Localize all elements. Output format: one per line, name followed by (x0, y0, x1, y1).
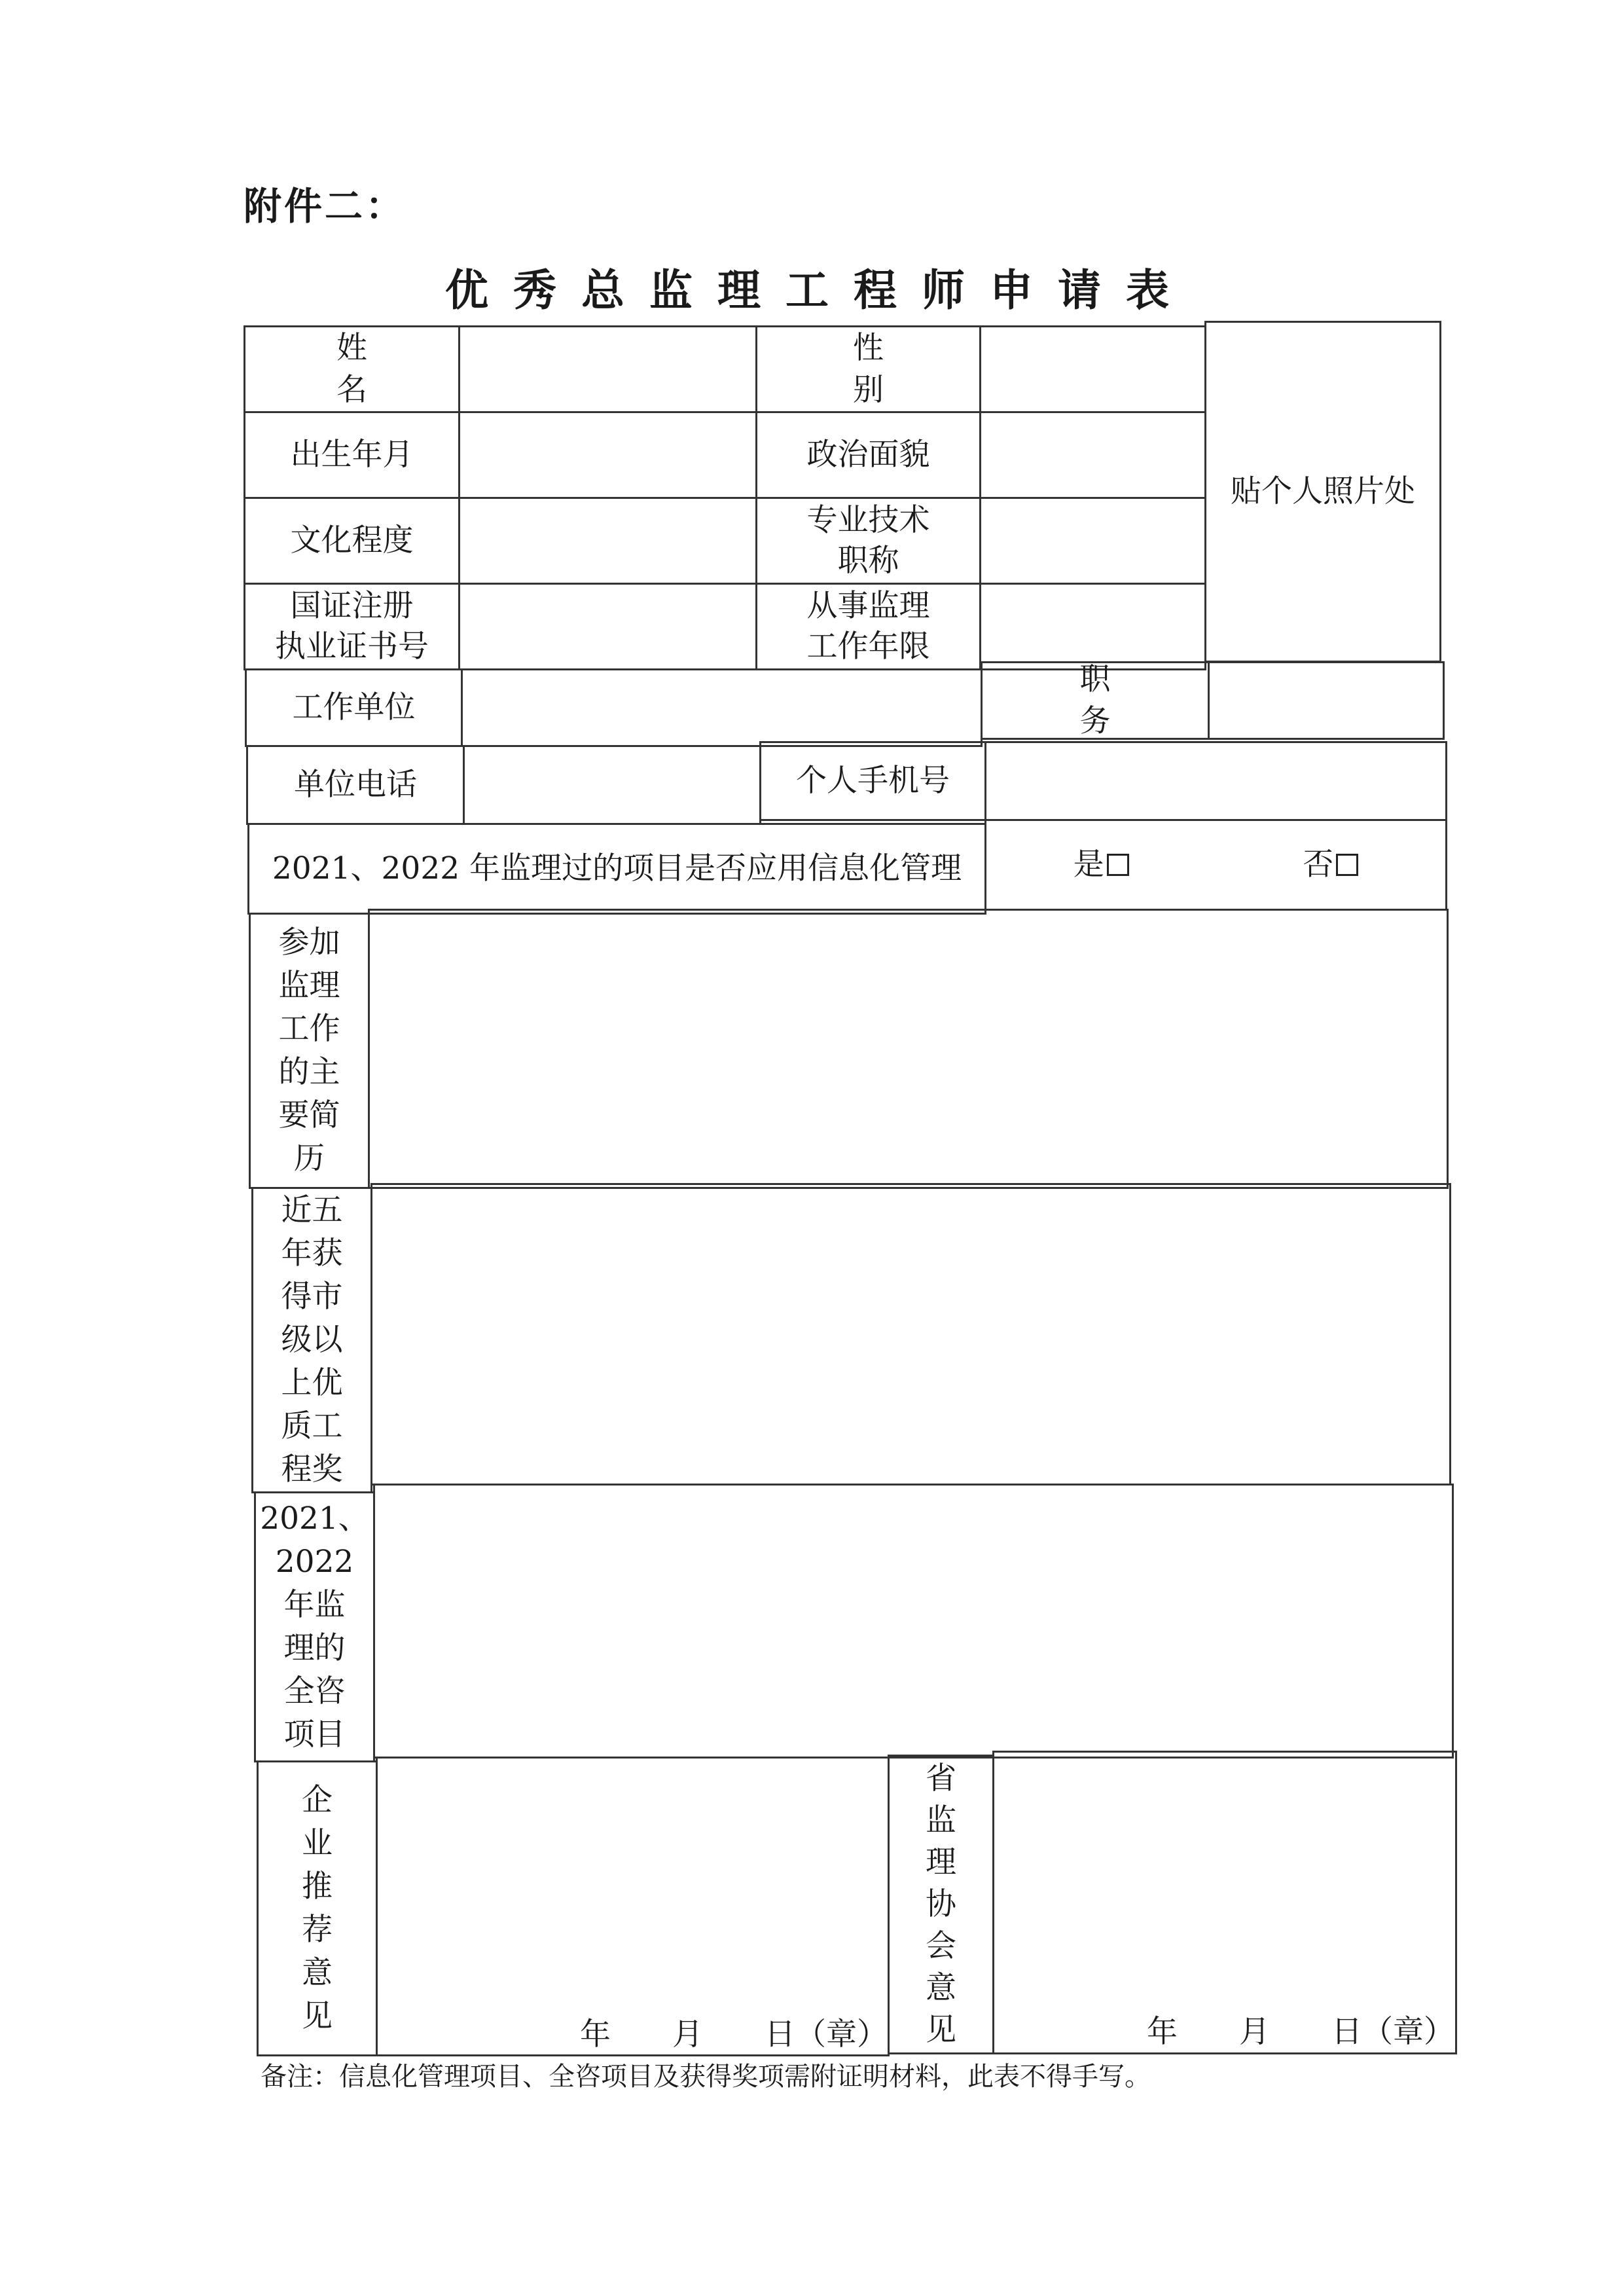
projects-label-line: 全咨 (283, 1673, 346, 1709)
name-label-cell (244, 325, 460, 413)
birth-label: 出生年月 (290, 437, 414, 473)
enterprise-label-line: 推 (302, 1868, 333, 1904)
projects-label-line: 项目 (283, 1717, 346, 1753)
info-question-cell (247, 823, 986, 915)
association-date-stamp: 年 月 日（章） (1147, 2014, 1454, 2050)
education-label-cell (244, 497, 460, 585)
association-label-line: 见 (926, 2012, 956, 2048)
political-field[interactable] (979, 411, 1206, 499)
awards-label-line: 级以 (281, 1322, 343, 1358)
association-label-line: 省 (926, 1760, 956, 1796)
no-label: 否 (1303, 847, 1334, 883)
projects-label-line: 年监 (283, 1587, 346, 1623)
position-label-cell (981, 661, 1210, 740)
attachment-label: 附件二： (244, 184, 406, 228)
footnote: 备注：信息化管理项目、全咨项目及获得奖项需附证明材料，此表不得手写。 (261, 2062, 1151, 2092)
enterprise-label-line: 荐 (302, 1912, 333, 1948)
enterprise-label-line: 见 (302, 1998, 333, 2034)
enterprise-label-line: 企 (302, 1782, 333, 1818)
resume-label-line: 工作 (278, 1011, 340, 1047)
photo-area[interactable] (1204, 321, 1441, 663)
birth-field[interactable] (458, 411, 757, 499)
projects-label-line: 2022 (275, 1544, 354, 1580)
yes-checkbox[interactable] (1074, 844, 1129, 886)
unit-phone-label: 单位电话 (294, 767, 417, 803)
association-label-line: 协 (926, 1886, 956, 1922)
years-label-cell (755, 583, 981, 670)
employer-label: 工作单位 (292, 689, 416, 726)
gender-label: 性别 (853, 330, 962, 408)
resume-label-line: 监理 (278, 968, 340, 1004)
birth-label-cell (244, 411, 460, 499)
education-field[interactable] (458, 497, 757, 585)
cert-label-cell (244, 583, 460, 670)
awards-label-line: 上优 (281, 1365, 343, 1401)
photo-label: 贴个人照片处 (1231, 473, 1415, 510)
awards-label-line: 年获 (281, 1235, 343, 1271)
awards-label-line: 质工 (281, 1408, 343, 1444)
name-label: 姓名 (336, 330, 446, 408)
awards-field[interactable] (370, 1183, 1451, 1485)
resume-label-line: 要简 (278, 1097, 340, 1133)
cert-label-line2: 执业证书号 (275, 629, 429, 665)
awards-label-line: 得市 (281, 1279, 343, 1315)
cert-label-line1: 国证注册 (290, 588, 414, 624)
association-label-line: 意 (926, 1970, 956, 2006)
tech-title-label-cell (755, 497, 981, 585)
unit-phone-field[interactable] (463, 745, 761, 825)
form-title: 优秀总监理工程师申请表 (445, 264, 1194, 316)
enterprise-label-line: 业 (302, 1825, 333, 1861)
association-label-line: 监 (926, 1802, 956, 1838)
projects-field[interactable] (373, 1484, 1454, 1758)
tech-title-label-line2: 职称 (837, 543, 899, 579)
political-label: 政治面貌 (806, 437, 930, 473)
info-question-label: 2021、2022 年监理过的项目是否应用信息化管理 (272, 850, 962, 887)
association-label-line: 会 (926, 1928, 956, 1964)
gender-field[interactable] (979, 325, 1206, 413)
resume-label-cell (249, 913, 370, 1189)
education-label: 文化程度 (290, 522, 414, 559)
gender-label-cell (755, 325, 981, 413)
tech-title-field[interactable] (979, 497, 1206, 585)
employer-label-cell (245, 668, 463, 747)
resume-field[interactable] (368, 909, 1449, 1189)
enterprise-label-line: 意 (302, 1955, 333, 1991)
mobile-label: 个人手机号 (796, 763, 950, 799)
yes-box-icon[interactable] (1107, 854, 1129, 876)
yes-label: 是 (1073, 847, 1104, 883)
awards-label-line: 近五 (281, 1192, 343, 1228)
tech-title-label-line1: 专业技术 (806, 502, 930, 538)
name-field[interactable] (458, 325, 757, 413)
projects-label-cell (254, 1491, 375, 1762)
awards-label-line: 程奖 (281, 1451, 343, 1487)
awards-label-cell (251, 1187, 372, 1493)
no-checkbox[interactable] (1303, 844, 1358, 886)
mobile-label-cell (759, 741, 986, 821)
mobile-field[interactable] (984, 741, 1447, 821)
info-answer-cell (984, 819, 1447, 911)
enterprise-label-cell (257, 1760, 378, 2056)
years-label-line2: 工作年限 (806, 629, 930, 665)
years-field[interactable] (979, 583, 1206, 670)
resume-label-line: 参加 (278, 924, 340, 960)
position-field[interactable] (1208, 661, 1445, 740)
employer-field[interactable] (461, 668, 983, 747)
enterprise-date-stamp: 年 月 日（章） (580, 2016, 888, 2052)
association-label-cell (888, 1755, 994, 2054)
association-label-line: 理 (926, 1844, 956, 1880)
projects-label-line: 理的 (283, 1630, 346, 1666)
position-label: 职务 (1079, 661, 1202, 739)
resume-label-line: 的主 (278, 1054, 340, 1090)
cert-field[interactable] (458, 583, 757, 670)
projects-label-line: 2021、 (260, 1501, 369, 1537)
political-label-cell (755, 411, 981, 499)
no-box-icon[interactable] (1336, 854, 1358, 876)
resume-label-line: 历 (294, 1140, 325, 1176)
years-label-line1: 从事监理 (806, 588, 930, 624)
unit-phone-label-cell (246, 745, 465, 825)
